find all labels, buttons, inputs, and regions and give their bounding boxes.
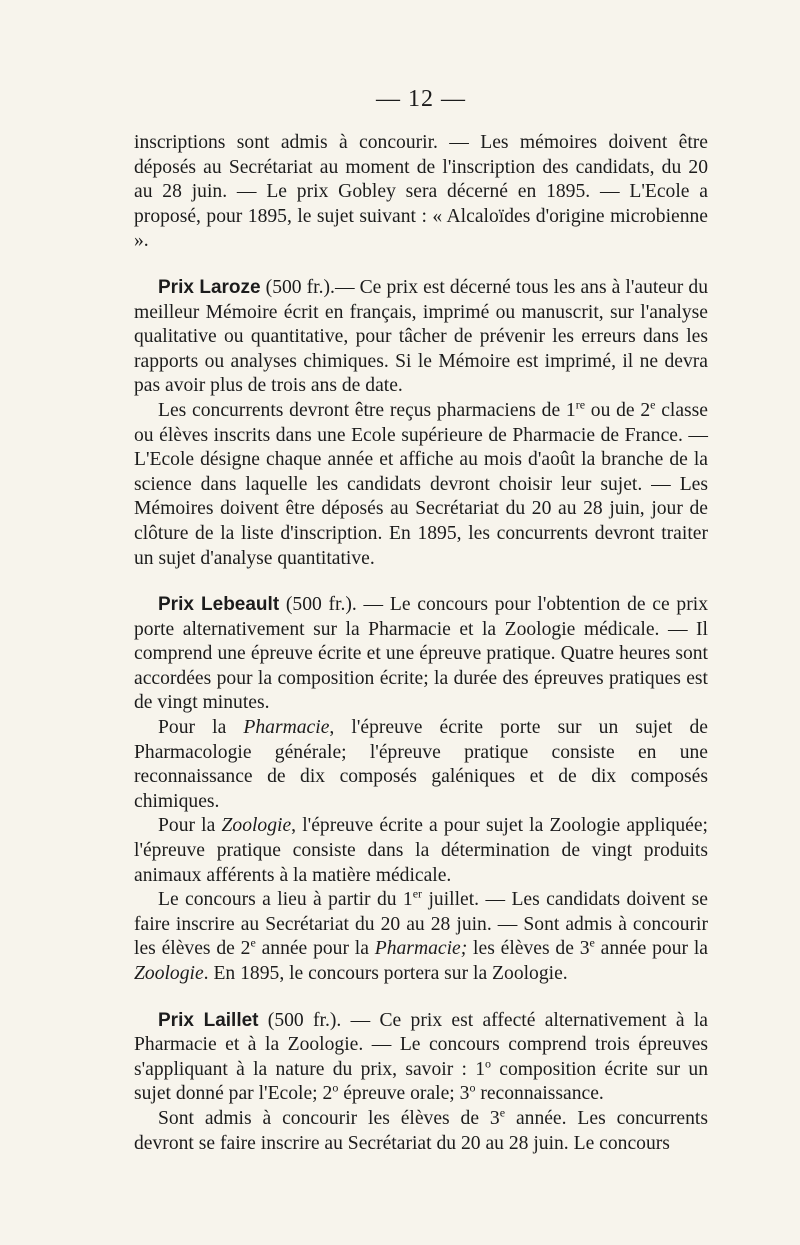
lebeault-text-3a: Pour la bbox=[158, 815, 222, 837]
lebeault-text-4a: Le concours a lieu à partir du 1 bbox=[158, 889, 413, 911]
laillet-heading: Prix Laillet bbox=[158, 1009, 259, 1031]
emphasis-zoologie: Zoologie bbox=[221, 815, 292, 837]
laroze-text-1: (500 fr.).— Ce prix est décerné tous les ans à l'auteur du meilleur Mémoire écrit en français, imprimé ou manuscrit, sur l'analyse qualitative ou quantitative, pour tâcher de prévenir les erreurs dans les rapports ou analyses chimiques. Si le Mémoire est imprimé, il ne devra pas avoir plus de trois ans de date. bbox=[134, 276, 708, 397]
emphasis-zoologie: Zoologie bbox=[134, 963, 204, 984]
superscript: o bbox=[485, 1056, 491, 1071]
section-prix-laroze bbox=[134, 276, 708, 571]
page-number: — 12 — bbox=[376, 86, 466, 112]
intro-paragraph: inscriptions sont admis à concourir. — Les mémoires doivent être déposés au Secrétariat au moment de l'inscription des candidats, du 20 au 28 juin. — Le prix Gobley sera décerné en 1895. — L'Ecole a proposé, pour 1895, le sujet suivant : « Alcaloïdes d'origine microbienne ». bbox=[134, 132, 708, 252]
laillet-text-1c: épreuve orale; 3 bbox=[338, 1083, 470, 1105]
laroze-text-2b: ou de 2 bbox=[585, 399, 651, 421]
emphasis-pharmacie: Pharmacie; bbox=[374, 938, 468, 960]
laroze-text-2c: classe ou élèves inscrits dans une Ecole supérieure de Pharmacie de France. — L'Ecole désigne chaque année et affiche au mois d'août la branche de la science dans laquelle les candidats devront choisir leur sujet. — Les Mémoires doivent être déposés au Secrétariat du 20 au 28 juin, jour de clôture de la liste d'inscription. En 1895, les concurrents devront traiter un sujet d'analyse quantitative. bbox=[134, 399, 708, 569]
section-prix-laillet bbox=[134, 1009, 708, 1157]
lebeault-text-2b: , l'épreuve écrite porte sur un sujet de Pharmacologie générale; l'épreuve pratique consiste en une reconnaissance de dix composés galéniques et de dix composés chimiques. bbox=[134, 717, 709, 812]
lebeault-paragraph-4 bbox=[134, 888, 708, 986]
superscript: e bbox=[650, 397, 656, 412]
laroze-paragraph-2 bbox=[134, 399, 708, 571]
laillet-paragraph-1 bbox=[134, 1009, 708, 1107]
lebeault-paragraph-1 bbox=[134, 593, 708, 716]
lebeault-text-4d: les élèves de 3 bbox=[467, 938, 590, 960]
superscript: e bbox=[499, 1105, 506, 1120]
lebeault-text-4f: . En 1895, le concours portera sur la Zoologie. bbox=[203, 963, 568, 984]
laillet-paragraph-2 bbox=[134, 1107, 708, 1156]
laillet-text-1a: (500 fr.). — Ce prix est affecté alternativement à la Pharmacie et à la Zoologie. — Le concours comprend trois épreuves s'appliquant à la nature du prix, savoir : 1 bbox=[134, 1009, 708, 1080]
lebeault-text-4c: année pour la bbox=[255, 938, 375, 960]
laroze-text-2a: Les concurrents devront être reçus pharmaciens de 1 bbox=[158, 399, 576, 421]
laroze-heading: Prix Laroze bbox=[158, 276, 261, 298]
superscript: e bbox=[589, 935, 595, 950]
lebeault-text-4b: juillet. — Les candidats doivent se faire inscrire au Secrétariat du 20 au 28 juin. — Sont admis à concourir les élèves de 2 bbox=[134, 889, 708, 960]
lebeault-paragraph-3 bbox=[134, 814, 708, 888]
superscript: re bbox=[575, 397, 586, 412]
lebeault-text-1: (500 fr.). — Le concours pour l'obtention de ce prix porte alternativement sur la Pharmacie et la Zoologie médicale. — Il comprend une épreuve écrite et une épreuve pratique. Quatre heures sont accordées pour la composition écrite; la durée des épreuves pratiques est de vingt minutes. bbox=[134, 594, 708, 714]
lebeault-text-3b: , l'épreuve écrite a pour sujet la Zoologie appliquée; l'épreuve pratique consiste dans la détermination de vingt produits animaux afférents à la matière médicale. bbox=[134, 815, 708, 886]
laillet-text-2b: année. Les concurrents devront se faire inscrire au Secrétariat du 20 au 28 juin. Le concours bbox=[134, 1107, 708, 1154]
lebeault-heading: Prix Lebeault bbox=[158, 594, 280, 616]
laillet-text-1d: reconnaissance. bbox=[475, 1083, 604, 1105]
superscript: o bbox=[469, 1080, 476, 1095]
superscript: e bbox=[250, 935, 256, 950]
laillet-text-1b: composition écrite sur un sujet donné par l'Ecole; 2 bbox=[134, 1058, 708, 1105]
lebeault-text-2a: Pour la bbox=[158, 717, 244, 739]
lebeault-text-4e: année pour la bbox=[594, 938, 708, 960]
superscript: o bbox=[332, 1080, 339, 1095]
laroze-paragraph-1 bbox=[134, 276, 708, 399]
superscript: er bbox=[412, 886, 423, 901]
lebeault-paragraph-2 bbox=[134, 716, 708, 814]
section-prix-lebeault bbox=[134, 593, 708, 987]
emphasis-pharmacie: Pharmacie bbox=[243, 717, 330, 739]
laillet-text-2a: Sont admis à concourir les élèves de 3 bbox=[158, 1107, 500, 1129]
